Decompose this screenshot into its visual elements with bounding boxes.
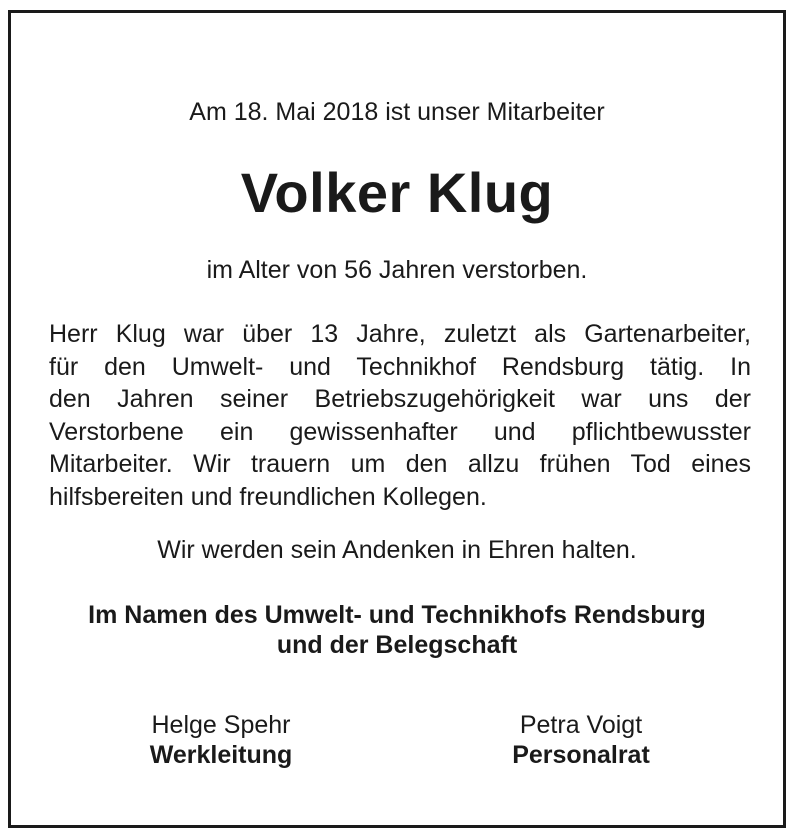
signatory-block <box>431 710 731 770</box>
tribute-line: Herr Klug war über 13 Jahre, zuletzt als Gartenarbeiter, <box>49 320 751 348</box>
closing-text: Wir werden sein Andenken in Ehren halten. <box>157 536 637 564</box>
tribute-line: für den Umwelt- und Technikhof Rendsburg tätig. In <box>49 352 751 381</box>
sender-line: und der Belegschaft <box>276 631 518 659</box>
obituary-notice <box>8 10 786 828</box>
age-line: im Alter von 56 Jahren verstorben. <box>206 256 588 284</box>
tribute-line: Mitarbeiter. Wir trauern um den allzu frühen Tod eines <box>49 450 751 478</box>
tribute-line: hilfsbereiten und freundlichen Kollegen. <box>49 482 487 511</box>
signatory-role: Werkleitung <box>149 741 293 769</box>
tribute-paragraph <box>49 318 751 513</box>
signatory-role: Personalrat <box>512 741 650 769</box>
deceased-name: Volker Klug <box>240 161 554 224</box>
sender-line: Im Namen des Umwelt- und Technikhofs Rendsburg <box>88 601 706 629</box>
signatory-block <box>71 710 371 770</box>
intro-text: Am 18. Mai 2018 ist unser Mitarbeiter <box>189 98 605 126</box>
signatory-name: Petra Voigt <box>519 711 643 739</box>
tribute-line: Verstorbene ein gewissenhafter und pflichtbewusster <box>49 417 751 446</box>
tribute-line: den Jahren seiner Betriebszugehörigkeit war uns der <box>49 385 751 413</box>
signatory-name: Helge Spehr <box>151 711 291 739</box>
